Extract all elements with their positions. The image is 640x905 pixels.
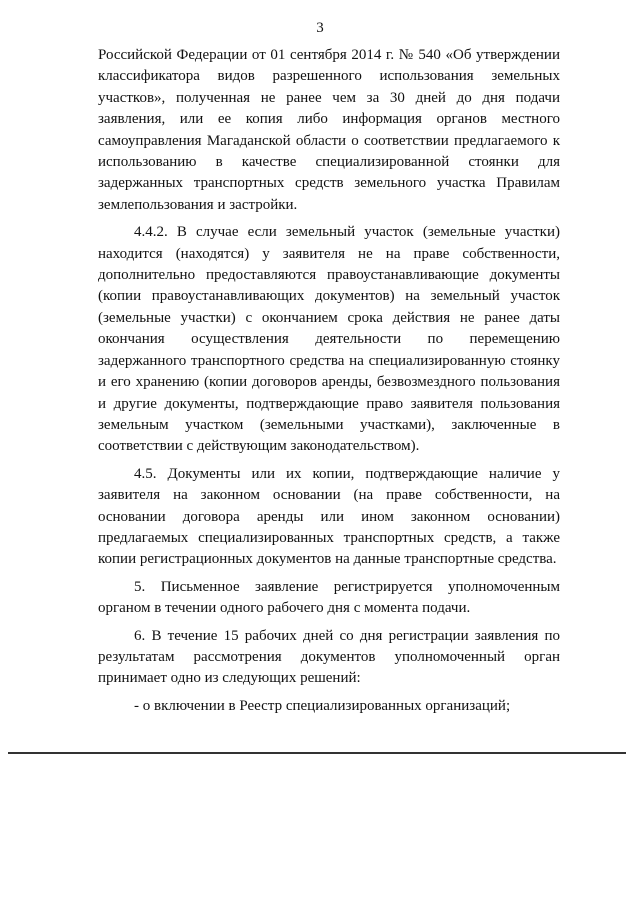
paragraph-6: 6. В течение 15 рабочих дней со дня регистрации заявления по результатам рассмотрения документов уполномоченный орган принимает одно из следующих решений: <box>98 627 560 687</box>
page-number: 3 <box>316 20 324 36</box>
list-item-registry-inclusion: - о включении в Реестр специализированных организаций; <box>134 697 511 714</box>
paragraph-continuation: Российской Федерации от 01 сентября 2014 г. № 540 «Об утверждении классификатора видов разрешенного использования земельных участков», полученная не ранее чем за 30 дней до дня подачи заявления, или ее копия либо информация органов местного самоуправления Магаданской области о соответствии предлагаемого к использованию в качестве специализированной стоянки для задержанных транспортных средств земельного участка Правилам землепользования и застройки. <box>98 47 560 213</box>
document-body <box>98 45 560 723</box>
paragraph-4-5: 4.5. Документы или их копии, подтверждающие наличие у заявителя на законном основании (на праве собственности, на основании договора аренды или ином законном основании) предлагаемых специализированных транспортных средств, а также копии регистрационных документов на данные транспортные средства. <box>98 465 560 568</box>
paragraph-4-4-2: 4.4.2. В случае если земельный участок (земельные участки) находится (находятся) у заявителя не на праве собственности, дополнительно предоставляются правоустанавливающие документы (копии правоустанавливающих документов) на земельный участок (земельные участки) с окончанием срока действия не ранее даты окончания осуществления деятельности по перемещению задержанного транспортного средства на специализированную стоянку и его хранению (копии договоров аренды, безвозмездного пользования и другие документы, подтверждающие право заявителя пользования земельным участком (земельными участками), заключенные в соответствии с действующим законодательством). <box>98 224 560 455</box>
bottom-divider <box>8 752 626 754</box>
paragraph-5: 5. Письменное заявление регистрируется уполномоченным органом в течении одного рабочего дня с момента подачи. <box>98 578 560 617</box>
